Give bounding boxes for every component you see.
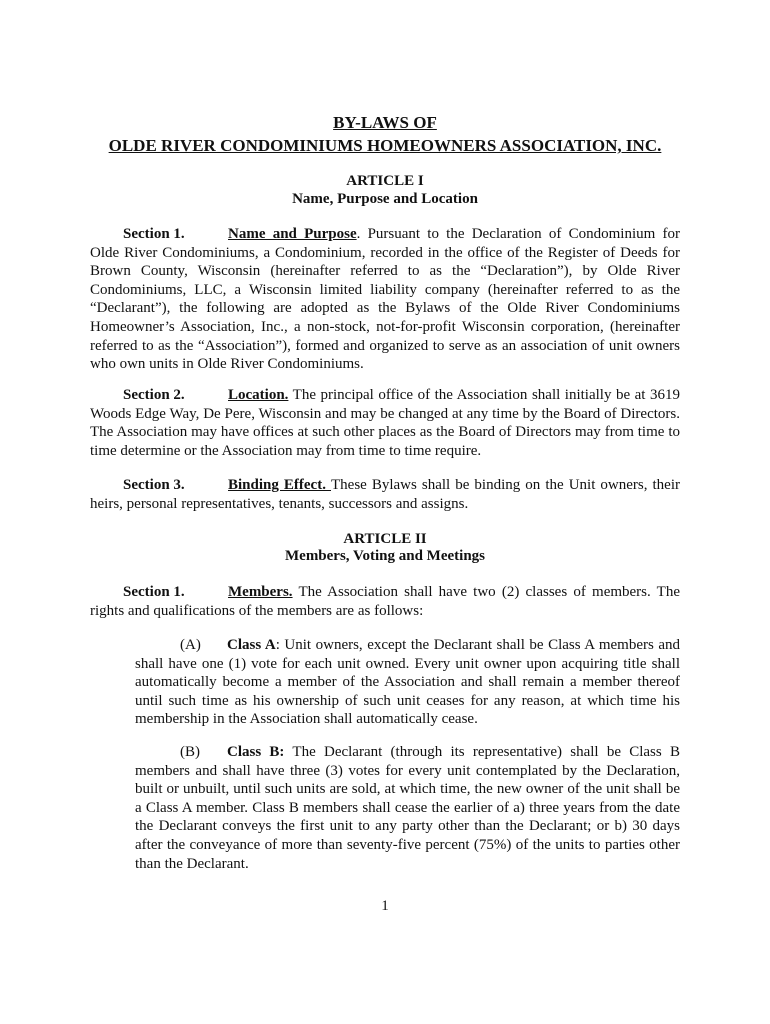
- class-label: Class B:: [227, 744, 285, 760]
- article1-section1: [90, 225, 680, 374]
- section-label: Section 3.: [123, 477, 185, 493]
- section-text: The principal office of the Association shall initially be at 3619 Woods Edge Way, De Pere, Wisconsin and may be changed at any time by the Board of Directors. The Association may have offices at such other places as the Board of Directors may from time to time determine or the Association may from time to time require.: [90, 387, 680, 459]
- document-page: [90, 0, 680, 1024]
- section-text: The Association shall have two (2) classes of members. The rights and qualifications of the members are as follows:: [90, 584, 680, 619]
- item-label: (B): [180, 744, 200, 760]
- section-title: Binding Effect.: [228, 477, 331, 493]
- class-a-item: [135, 636, 680, 729]
- document-title-line2: OLDE RIVER CONDOMINIUMS HOMEOWNERS ASSOCIATION, INC.: [108, 136, 662, 155]
- item-text: : Unit owners, except the Declarant shall be Class A members and shall have one (1) vote for each unit owned. Every unit owner upon acquiring title shall automatically become a member of the Association and shall remain a member thereof until such time as his ownership of such unit ceases for any reason, at which time his membership in the Association shall automatically cease.: [135, 637, 680, 728]
- page-number: 1: [381, 898, 389, 914]
- article2-section1: [90, 583, 680, 620]
- section-title: Location.: [228, 387, 289, 403]
- section-text: Pursuant to the Declaration of Condominium for Olde River Condominiums, a Condominium, recorded in the office of the Register of Deeds for Brown County, Wisconsin (hereinafter referred to as the “Declaration”), by Olde River Condominiums, LLC, a Wisconsin limited liability company (hereinafter referred to as the “Declarant”), the following are adopted as the Bylaws of the Olde River Condominiums Homeowner’s Association, Inc., a non-stock, not-for-profit Wisconsin corporation, (hereinafter referred to as the “Association”), formed and organized to serve as an association of unit owners who own units in Olde River Condominiums.: [90, 226, 680, 373]
- article1-section3: [90, 476, 680, 513]
- document-title-line1: BY-LAWS OF: [333, 113, 437, 132]
- item-label: (A): [180, 637, 201, 653]
- article2-subheading: Members, Voting and Meetings: [285, 548, 485, 564]
- section-label: Section 1.: [123, 584, 185, 600]
- article1-section2: [90, 386, 680, 460]
- item-text: The Declarant (through its representative) shall be Class B members and shall have three (3) votes for every unit contemplated by the Declaration, built or unbuilt, until such units are sold, at which time, the new owner of the unit shall be a Class A member. Class B members shall cease the earlier of a) three years from the date the Declarant conveys the first unit to any party other than the Declarant; or b) 30 days after the conveyance of more than seventy-five percent (75%) of the units to parties other than the Declarant.: [135, 744, 680, 872]
- section-title: Name and Purpose: [228, 226, 357, 242]
- section-label: Section 1.: [123, 226, 185, 242]
- article1-heading: ARTICLE I: [346, 173, 424, 189]
- article1-subheading: Name, Purpose and Location: [292, 191, 478, 207]
- article2-heading: ARTICLE II: [343, 531, 427, 547]
- class-label: Class A: [227, 637, 276, 653]
- section-text: These Bylaws shall be binding on the Unit owners, their heirs, personal representatives, tenants, successors and assigns.: [90, 477, 680, 512]
- class-b-item: [135, 743, 680, 873]
- section-title: Members.: [228, 584, 293, 600]
- section-label: Section 2.: [123, 387, 185, 403]
- section-title-suffix: .: [356, 226, 361, 242]
